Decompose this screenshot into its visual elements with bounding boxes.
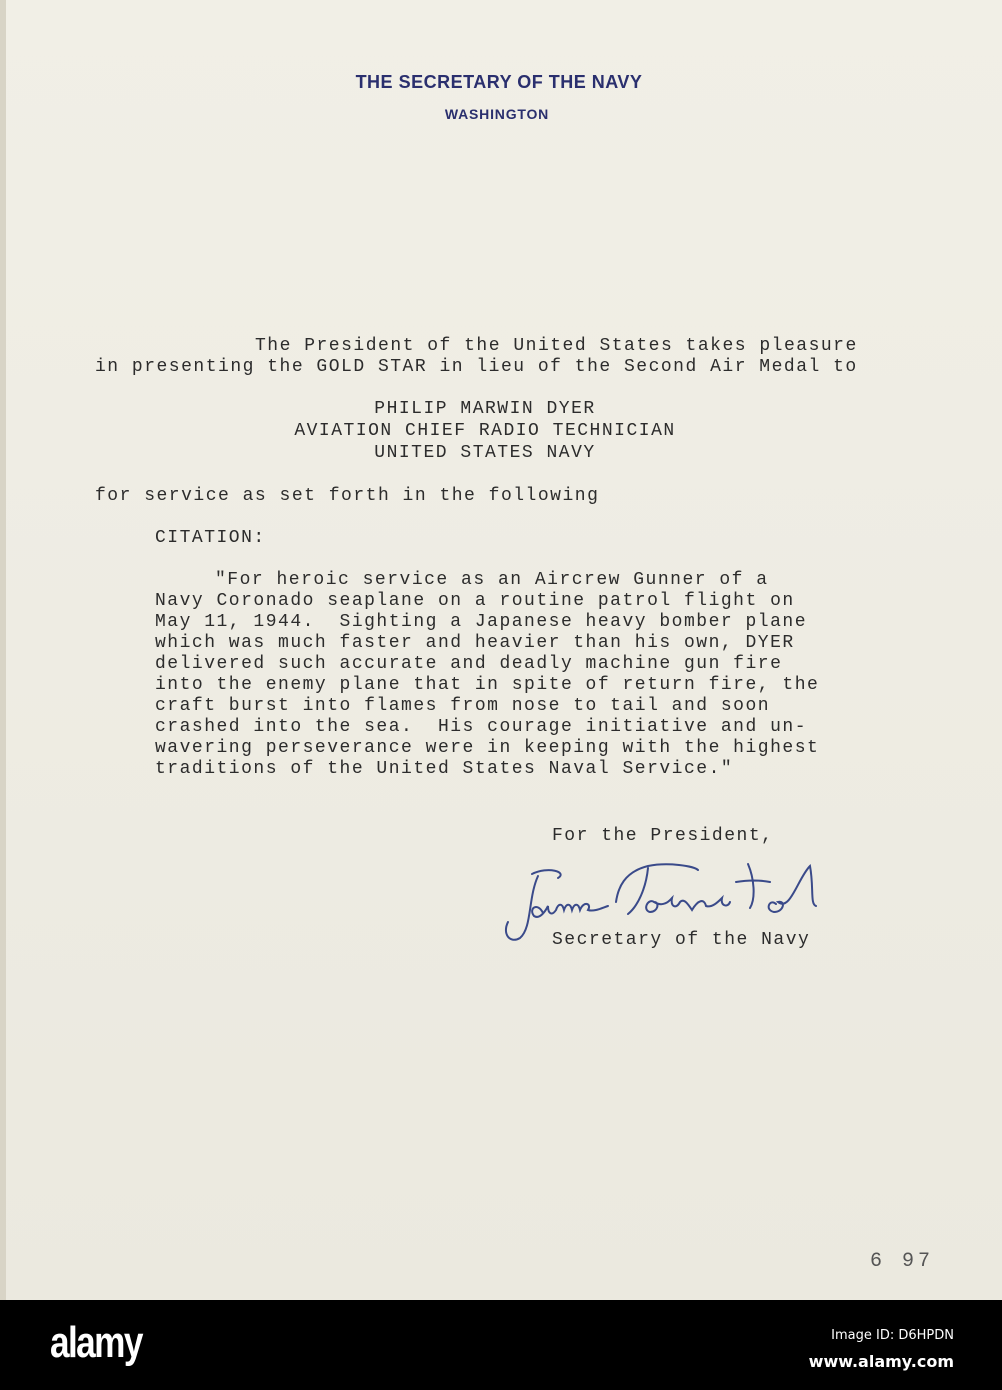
citation-line: wavering perseverance were in keeping with the highest	[155, 738, 820, 758]
recipient-service: UNITED STATES NAVY	[374, 443, 596, 463]
letterhead-title: THE SECRETARY OF THE NAVY	[355, 72, 643, 92]
alamy-logo: alamy	[50, 1318, 142, 1367]
citation-line: traditions of the United States Naval Service."	[155, 759, 734, 779]
citation-line: into the enemy plane that in spite of return fire, the	[155, 675, 820, 695]
citation-line: Navy Coronado seaplane on a routine patrol flight on	[155, 591, 795, 611]
intro-line: in presenting the GOLD STAR in lieu of the Second Air Medal to	[95, 357, 858, 377]
citation-line: crashed into the sea. His courage initiative and un-	[155, 717, 807, 737]
citation-line: craft burst into flames from nose to tail and soon	[155, 696, 771, 716]
service-line: for service as set forth in the following	[95, 486, 600, 506]
watermark-url: www.alamy.com	[808, 1352, 954, 1371]
paper-edge	[0, 0, 6, 1300]
citation-line: "For heroic service as an Aircrew Gunner of a	[215, 570, 769, 590]
recipient-name: PHILIP MARWIN DYER	[374, 399, 596, 419]
letterhead-location: WASHINGTON	[444, 106, 550, 122]
intro-line: The President of the United States takes pleasure	[255, 336, 858, 356]
citation-line: delivered such accurate and deadly machine gun fire	[155, 654, 783, 674]
citation-heading: CITATION:	[155, 528, 266, 548]
citation-line: May 11, 1944. Sighting a Japanese heavy bomber plane	[155, 612, 807, 632]
closing-salutation: For the President,	[552, 826, 774, 846]
signer-title: Secretary of the Navy	[552, 930, 811, 950]
watermark-bar	[0, 1300, 1002, 1390]
image-id: Image ID: D6HPDN	[831, 1328, 954, 1343]
citation-line: which was much faster and heavier than his own, DYER	[155, 633, 795, 653]
recipient-rank: AVIATION CHIEF RADIO TECHNICIAN	[294, 421, 676, 441]
stamp-number: 6 97	[870, 1250, 935, 1273]
